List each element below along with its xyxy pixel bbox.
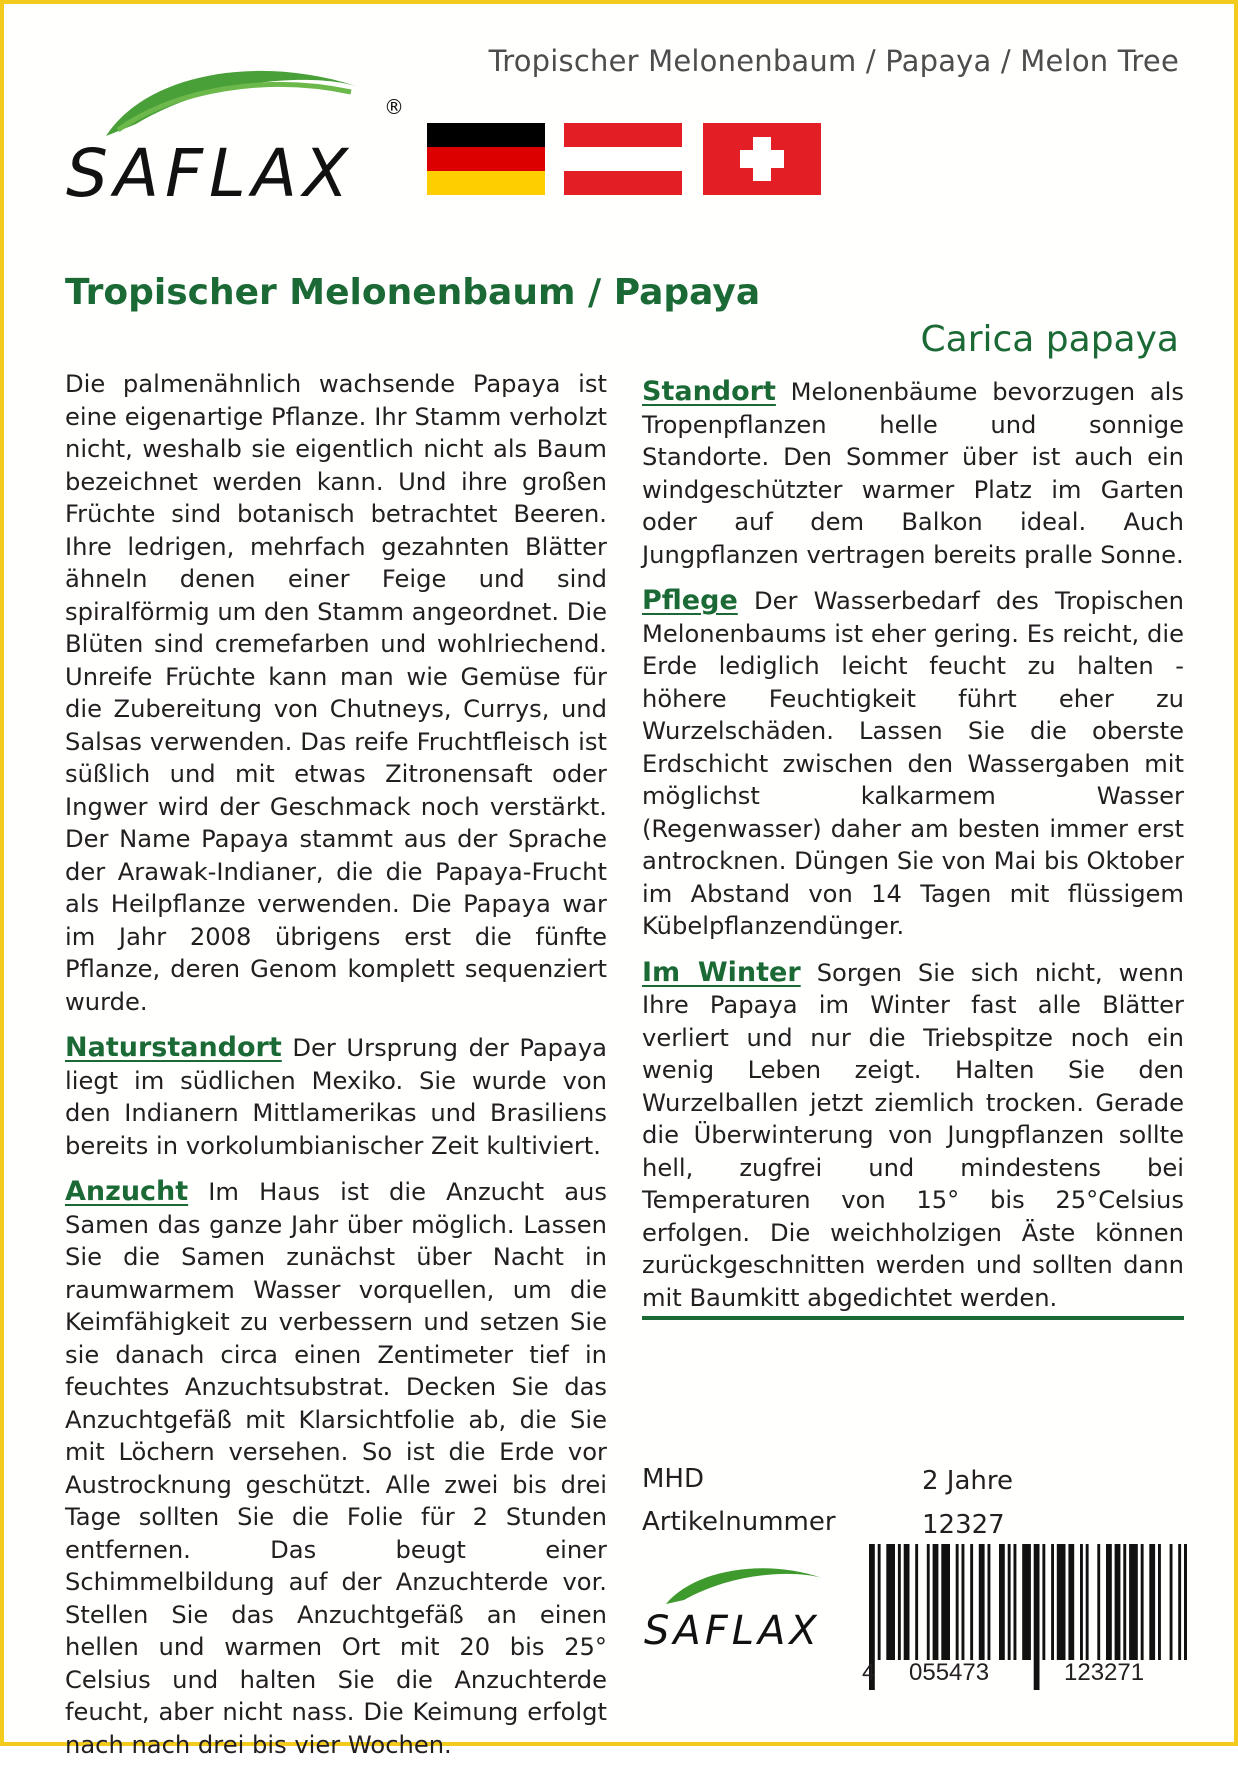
barcode-bar bbox=[1141, 1544, 1144, 1660]
barcode-bar bbox=[886, 1544, 895, 1660]
barcode-bar bbox=[1057, 1544, 1066, 1660]
saflax-logo bbox=[66, 44, 418, 214]
registered-mark: ® bbox=[384, 95, 404, 119]
mhd-label: MHD bbox=[642, 1464, 705, 1494]
barcode-bar bbox=[1022, 1544, 1031, 1660]
small-brand-text: SAFLAX bbox=[644, 1608, 821, 1652]
barcode-bar bbox=[1149, 1544, 1155, 1660]
barcode-bar bbox=[979, 1544, 985, 1660]
anzucht-heading: Anzucht bbox=[65, 1176, 189, 1207]
barcode-bar bbox=[970, 1544, 973, 1660]
barcode-bar bbox=[1106, 1544, 1112, 1660]
barcode-bar bbox=[1086, 1544, 1089, 1660]
naturstandort-paragraph bbox=[65, 1032, 607, 1162]
barcode-bar bbox=[1034, 1544, 1040, 1690]
intro-paragraph: Die palmenähnlich wachsende Papaya ist eine eigenartige Pflanze. Ihr Stamm verholzt nicht, weshalb sie eigentlich nicht als Baum bezeichnet werden kann. Und ihre großen Früchte sind botanisch betrachtet Beeren. Ihre ledrigen, mehrfach gezahnten Blätter ähneln denen einer Feige und sind spiralförmig um den Stamm angeordnet. Die Blüten sind cremefarben und wohlriechend. Unreife Früchte kann man wie Gemüse für die Zubereitung von Chutneys, Currys, und Salsas verwenden. Das reife Fruchtfleisch ist süßlich und mit etwas Zitronensaft oder Ingwer wird der Geschmack noch verstärkt. Der Name Papaya stammt aus der Sprache der Arawak-Indianer, die die Papaya-Frucht als Heilpflanze verwenden. Die Papaya war im Jahr 2008 übrigens erst die fünfte Pflanze, deren Genom komplett sequenziert wurde. bbox=[65, 370, 607, 1016]
barcode-bar bbox=[1097, 1544, 1100, 1660]
switzerland-flag bbox=[703, 123, 821, 195]
barcode-bar bbox=[999, 1544, 1005, 1660]
winter-paragraph bbox=[642, 957, 1184, 1315]
barcode-bar bbox=[915, 1544, 918, 1660]
germany-flag bbox=[427, 123, 545, 195]
pflege-text: Der Wasserbedarf des Tropischen Melonenbaums ist eher gering. Es reicht, die Erde lediglich leicht feucht zu halten - höhere Feuchtigkeit führt eher zu Wurzelschäden. Lassen Sie die oberste Erdschicht zwischen den Wassergaben mit möglichst kalkarmem Wasser (Regenwasser) daher am besten immer erst antrocknen. Düngen Sie von Mai bis Oktober im Abstand von 14 Tagen mit flüssigem Kübelpflanzendünger. bbox=[642, 587, 1184, 940]
section-divider bbox=[642, 1316, 1184, 1320]
barcode-bar bbox=[1170, 1544, 1173, 1660]
barcode-bar bbox=[1008, 1544, 1011, 1660]
naturstandort-text: Der Ursprung der Papaya liegt im südlichen Mexiko. Sie wurde von den Indianern Mittlamerikas und Brasiliens bereits in vorkolumbianischer Zeit kultiviert. bbox=[65, 1034, 607, 1160]
article-number-label: Artikelnummer bbox=[642, 1507, 836, 1537]
barcode-bar bbox=[1080, 1544, 1083, 1660]
barcode-group-right: 123271 bbox=[1064, 1659, 1145, 1686]
barcode-group-left: 055473 bbox=[909, 1659, 990, 1686]
barcode-bar bbox=[1184, 1544, 1187, 1660]
barcode-bar bbox=[1068, 1544, 1074, 1660]
brand-text: SAFLAX bbox=[66, 135, 355, 212]
barcode-digit-first: 4 bbox=[862, 1659, 876, 1686]
barcode-bar bbox=[1051, 1544, 1054, 1660]
anzucht-text: Im Haus ist die Anzucht aus Samen das ganze Jahr über möglich. Lassen Sie die Samen zunächst über Nacht in raumwarmem Wasser vorquellen, um die Keimfähigkeit zu verbessern und setzen Sie sie danach circa einen Zentimeter tief in feuchtes Anzuchtsubstrat. Decken Sie das Anzuchtgefäß mit Klarsichtfolie ab, die Sie mit Löchern versehen. So ist die Erde vor Austrocknung geschützt. Alle zwei bis drei Tage sollten Sie die Folie für 2 Stunden entfernen. Das beugt einer Schimmelbildung auf der Anzuchterde vor. Stellen Sie das Anzuchtgefäß an einen hellen und warmen Ort mit 20 bis 25° Celsius und halten Sie die Anzuchterde feucht, aber nicht nass. Die Keimung erfolgt nach nach drei bis vier Wochen. bbox=[65, 1178, 607, 1759]
barcode-bar bbox=[1115, 1544, 1121, 1660]
barcode-bar bbox=[1129, 1544, 1138, 1660]
standort-text: Melonenbäume bevorzugen als Tropenpflanzen helle und sonnige Standorte. Den Sommer über ist auch ein windgeschützter warmer Platz im Garten oder auf dem Balkon ideal. Auch Jungpflanzen vertragen bereits pralle Sonne. bbox=[642, 378, 1184, 569]
header-title: Tropischer Melonenbaum / Papaya / Melon Tree bbox=[488, 44, 1179, 78]
barcode-bar bbox=[1042, 1544, 1045, 1660]
barcode-bar bbox=[1014, 1544, 1017, 1660]
article-number-value: 12327 bbox=[922, 1510, 1005, 1540]
barcode-bar bbox=[878, 1544, 881, 1660]
barcode-bar bbox=[1123, 1544, 1126, 1660]
standort-paragraph bbox=[642, 376, 1184, 571]
standort-heading: Standort bbox=[642, 376, 776, 407]
latin-name: Carica papaya bbox=[920, 319, 1179, 360]
barcode-bar bbox=[927, 1544, 930, 1660]
right-column bbox=[642, 368, 1184, 1328]
barcode-bar bbox=[988, 1544, 991, 1660]
left-column bbox=[65, 368, 607, 1775]
saflax-logo-small bbox=[644, 1552, 854, 1652]
barcode-bar bbox=[941, 1544, 950, 1660]
barcode-bar bbox=[1178, 1544, 1181, 1660]
pflege-paragraph bbox=[642, 585, 1184, 943]
barcode-bar bbox=[898, 1544, 901, 1660]
barcode-bar bbox=[933, 1544, 939, 1660]
pflege-heading: Pflege bbox=[642, 585, 738, 616]
barcode-bar bbox=[904, 1544, 910, 1660]
winter-heading: Im Winter bbox=[642, 956, 801, 988]
mhd-value: 2 Jahre bbox=[922, 1466, 1013, 1496]
barcode-bar bbox=[956, 1544, 959, 1660]
barcode-bar bbox=[1158, 1544, 1161, 1660]
barcode-bar bbox=[962, 1544, 965, 1660]
anzucht-paragraph bbox=[65, 1176, 607, 1761]
austria-flag bbox=[564, 123, 682, 195]
naturstandort-heading: Naturstandort bbox=[65, 1032, 282, 1063]
winter-text: Sorgen Sie sich nicht, wenn Ihre Papaya im Winter fast alle Blätter verliert und nur die Triebspitze noch ein wenig Leben zeigt. Halten Sie den Wurzelballen jetzt ziemlich trocken. Gerade die Überwinterung von Jungpflanzen sollte hell, zugfrei und mindestens bei Temperaturen von 15° bis 25°Celsius erfolgen. Die weichholzigen Äste können zurückgeschnitten werden und sollten dann mit Baumkitt abgedichtet werden. bbox=[642, 958, 1184, 1312]
main-title: Tropischer Melonenbaum / Papaya bbox=[65, 272, 761, 313]
